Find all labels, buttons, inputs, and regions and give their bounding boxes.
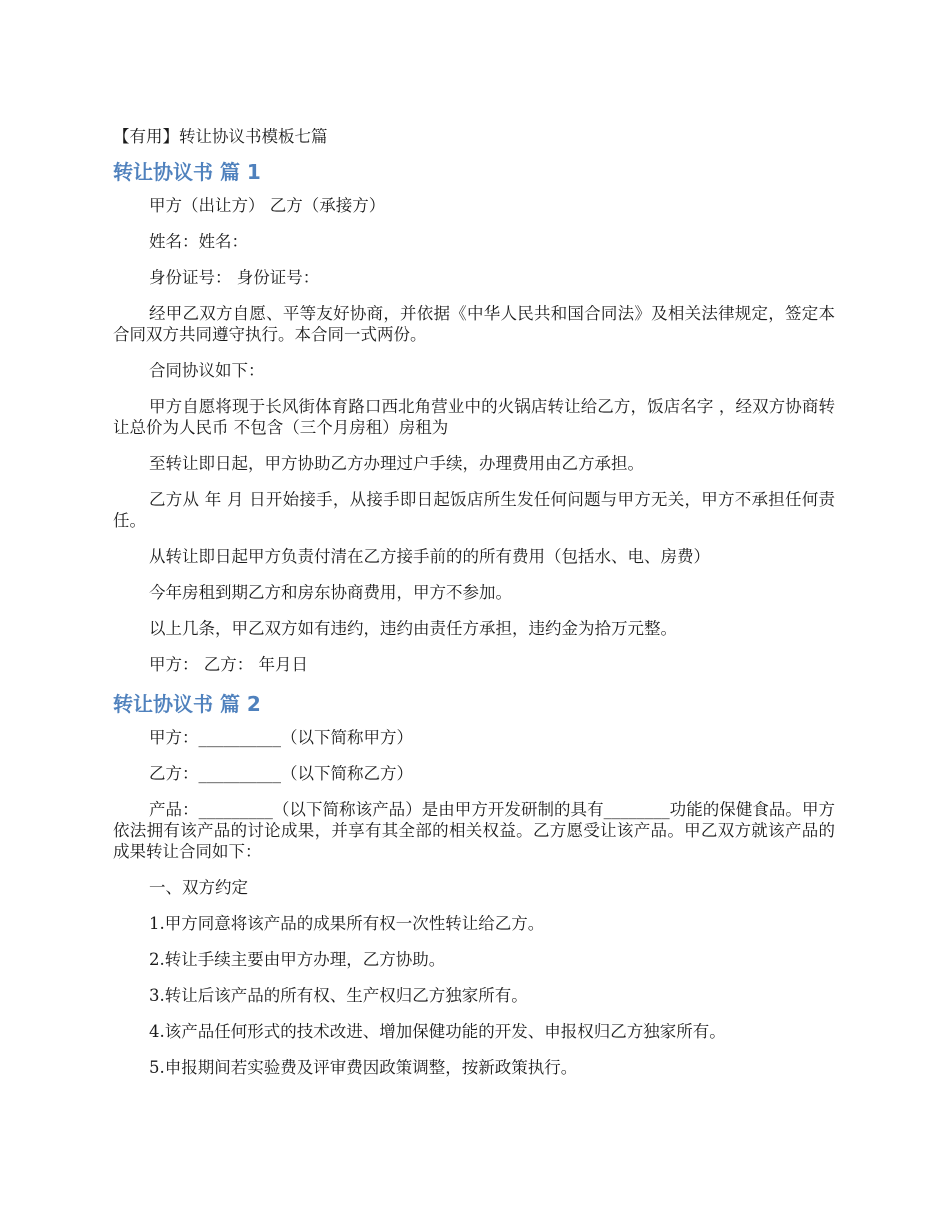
paragraph: 至转让即日起，甲方协助乙方办理过户手续，办理费用由乙方承担。: [149, 454, 644, 473]
paragraph: 今年房租到期乙方和房东协商费用，甲方不参加。: [149, 583, 512, 602]
paragraph: 甲方（出让方） 乙方（承接方）: [149, 196, 386, 215]
paragraph: 甲方：__________（以下简称甲方）: [149, 728, 413, 747]
paragraph: 甲方： 乙方： 年月日: [149, 655, 308, 674]
section-heading-2: 转让协议书 篇 2: [113, 692, 261, 716]
paragraph: 4.该产品任何形式的技术改进、增加保健功能的开发、申报权归乙方独家所有。: [149, 1022, 726, 1041]
paragraph: 2.转让手续主要由甲方办理，乙方协助。: [149, 950, 446, 969]
document-page: [113, 124, 835, 1093]
paragraph: 产品：_________（以下简称该产品）是由甲方开发研制的具有________功能的保健食品。甲方依法拥有该产品的讨论成果，并享有其全部的相关权益。乙方愿受让该产品。甲乙双方就该产品的成果转让合同如下：: [113, 800, 835, 861]
paragraph: 乙方：__________（以下简称乙方）: [149, 764, 413, 783]
paragraph: 经甲乙双方自愿、平等友好协商，并依据《中华人民共和国合同法》及相关法律规定，签定本合同双方共同遵守执行。本合同一式两份。: [113, 304, 835, 344]
paragraph: 乙方从 年 月 日开始接手，从接手即日起饭店所生发任何问题与甲方无关，甲方不承担任何责任。: [113, 490, 835, 530]
document-title: 【有用】转让协议书模板七篇: [113, 127, 328, 146]
paragraph: 身份证号： 身份证号：: [149, 268, 320, 287]
paragraph: 姓名：姓名：: [149, 232, 248, 251]
paragraph: 从转让即日起甲方负责付清在乙方接手前的的所有费用（包括水、电、房费）: [149, 547, 710, 566]
paragraph: 甲方自愿将现于长风街体育路口西北角营业中的火锅店转让给乙方，饭店名字 ，经双方协商转让总价为人民币 不包含（三个月房租）房租为: [113, 397, 835, 437]
section-heading-1: 转让协议书 篇 1: [113, 160, 261, 184]
paragraph: 一、双方约定: [149, 878, 248, 897]
paragraph: 5.申报期间若实验费及评审费因政策调整，按新政策执行。: [149, 1058, 578, 1077]
paragraph: 以上几条，甲乙双方如有违约，违约由责任方承担，违约金为拾万元整。: [149, 619, 677, 638]
paragraph: 1.甲方同意将该产品的成果所有权一次性转让给乙方。: [149, 914, 545, 933]
paragraph: 合同协议如下：: [149, 361, 265, 380]
paragraph: 3.转让后该产品的所有权、生产权归乙方独家所有。: [149, 986, 528, 1005]
